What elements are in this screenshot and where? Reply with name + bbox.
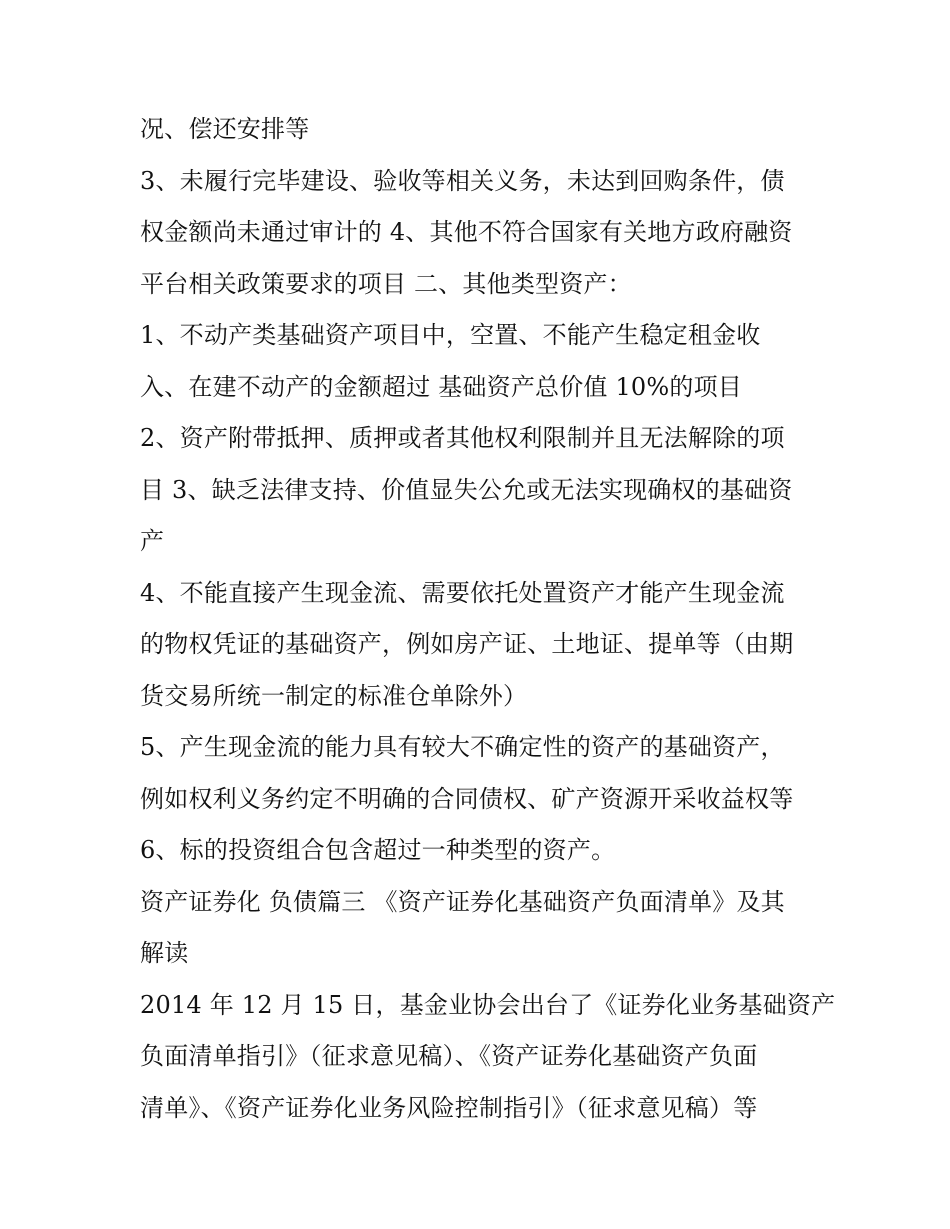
text-line: 2、资产附带抵押、质押或者其他权利限制并且无法解除的项 xyxy=(140,424,785,452)
text-line: 的物权凭证的基础资产，例如房产证、土地证、提单等（由期 xyxy=(140,630,794,658)
text-line: 4、不能直接产生现金流、需要依托处置资产才能产生现金流 xyxy=(140,578,785,607)
document-body xyxy=(140,104,840,1134)
text-line: 况、偿还安排等 xyxy=(140,115,310,143)
text-line: 例如权利义务约定不明确的合同债权、矿产资源开采收益权等 xyxy=(140,784,794,813)
text-line: 平台相关政策要求的项目 二、其他类型资产： xyxy=(140,269,632,298)
text-line: 权金额尚未通过审计的 4、其他不符合国家有关地方政府融资 xyxy=(140,218,793,246)
text-line: 清单》、《资产证券化业务风险控制指引》（征求意见稿）等 xyxy=(140,1093,758,1122)
text-line: 负面清单指引》（征求意见稿）、《资产证券化基础资产负面 xyxy=(140,1042,758,1070)
text-line: 目 3、缺乏法律支持、价值显失公允或无法实现确权的基础资 xyxy=(140,475,793,504)
text-line: 6、标的投资组合包含超过一种类型的资产。 xyxy=(140,836,616,864)
text-line: 产 xyxy=(140,527,165,555)
text-line: 5、产生现金流的能力具有较大不确定性的资产的基础资产， xyxy=(140,733,785,761)
text-line: 3、未履行完毕建设、验收等相关义务，未达到回购条件，债 xyxy=(140,166,785,195)
text-line: 1、不动产类基础资产项目中，空置、不能产生稳定租金收 xyxy=(140,321,761,349)
section-heading-line: 资产证券化 负债篇三 《资产证券化基础资产负面清单》及其 xyxy=(140,887,785,916)
text-line: 2014 年 12 月 15 日，基金业协会出台了《证券化业务基础资产 xyxy=(140,990,836,1019)
section-heading-line: 解读 xyxy=(140,939,189,967)
text-line: 入、在建不动产的金额超过 基础资产总价值 10%的项目 xyxy=(140,372,742,401)
text-line: 货交易所统一制定的标准仓单除外） xyxy=(140,681,528,710)
